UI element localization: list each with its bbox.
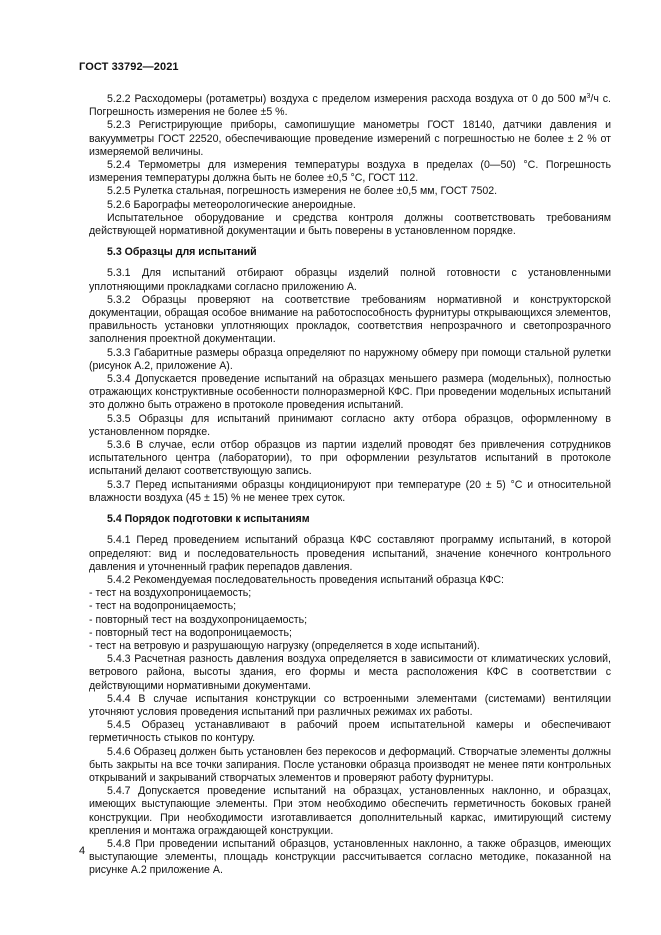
list-item: - тест на водопроницаемость; [89, 600, 237, 613]
paragraph-5-2-6: 5.2.6 Барографы метеорологические анероидные. [107, 198, 356, 211]
list-item: - тест на ветровую и разрушающую нагрузку (определяется в ходе испытаний). [89, 639, 480, 652]
paragraph-5-2-note: Испытательное оборудование и средства контроля должны соответствовать требованиям действующей нормативной документации и быть поверены в установленном порядке. [89, 211, 611, 238]
document-header-id: ГОСТ 33792—2021 [79, 61, 179, 73]
paragraph-5-3-7: 5.3.7 Перед испытаниями образцы кондиционируют при температуре (20 ± 5) °С и относительной влажности воздуха (45 ± 15) % не менее трех суток. [89, 478, 611, 504]
paragraph-5-4-2: 5.4.2 Рекомендуемая последовательность проведения испытаний образца КФС: [107, 573, 504, 586]
page-number: 4 [79, 845, 86, 857]
list-item: - тест на воздухопроницаемость; [89, 587, 252, 600]
list-item: - повторный тест на водопроницаемость; [89, 626, 292, 639]
paragraph-5-4-8: 5.4.8 При проведении испытаний образцов, установленных наклонно, а также образцов, имеющих выступающие элементы, площадь конструкции рассчитывается согласно методике, показанной на рисунке А.2 приложение А. [89, 837, 611, 877]
paragraph-5-2-2-text: 5.2.2 Расходомеры (ротаметры) воздуха с пределом измерения расхода воздуха от 0 до 500 м [107, 93, 587, 105]
paragraph-5-4-5: 5.4.5 Образец устанавливают в рабочий проем испытательной камеры и обеспечивают герметичность стыков по контуру. [89, 719, 611, 745]
paragraph-5-3-6: 5.3.6 В случае, если отбор образцов из партии изделий проводят без привлечения сотрудников испытательного центра (лаборатории), то при оформлении результатов испытаний в протоколе испытаний делают соответствующую запись. [89, 439, 611, 478]
paragraph-5-3-5: 5.3.5 Образцы для испытаний принимают согласно акту отбора образцов, оформленному в установленном порядке. [89, 412, 611, 438]
paragraph-5-3-1: 5.3.1 Для испытаний отбирают образцы изделий полной готовности с установленными уплотняющими прокладками согласно приложению А. [89, 267, 611, 293]
paragraph-5-3-3: 5.3.3 Габаритные размеры образца определяют по наружному обмеру при помощи стальной рулетки (рисунок А.2, приложение А). [89, 346, 611, 372]
document-body [89, 93, 611, 878]
section-heading-5-3: 5.3 Образцы для испытаний [107, 246, 257, 259]
paragraph-5-3-2: 5.3.2 Образцы проверяют на соответствие требованиям нормативной и конструкторской документации, обращая особое внимание на работоспособность фурнитуры открывающихся элементов, правильность установки уплотняющих прокладок, соответствия непрозрачного и светопрозрачного заполнения проектной документации. [89, 293, 611, 346]
paragraph-5-4-1: 5.4.1 Перед проведением испытаний образца КФС составляют программу испытаний, в которой определяют: вид и последовательность проведения испытаний, значение конечного контрольного давления и уточненный график перепадов давления. [89, 534, 611, 573]
paragraph-5-4-7: 5.4.7 Допускается проведение испытаний на образцах, установленных наклонно, и образцах, имеющих выступающие элементы. При этом необходимо обеспечить герметичность боковых граней конструкции. При необходимости изготавливается дополнительный каркас, имитирующий систему крепления и монтажа ограждающей конструкции. [89, 785, 611, 837]
paragraph-5-2-4: 5.2.4 Термометры для измерения температуры воздуха в пределах (0—50) °С. Погрешность измерения температуры должна быть не более ±0,5 °С, ГОСТ 112. [89, 159, 611, 185]
paragraph-5-4-6: 5.4.6 Образец должен быть установлен без перекосов и деформаций. Створчатые элементы должны быть закрыты на все точки запирания. После установки образца производят не менее пяти контрольных открываний и закрываний створчатых элементов и проверяют работу фурнитуры. [89, 745, 611, 784]
superscript-cubed: 3 [586, 93, 591, 100]
paragraph-5-3-4: 5.3.4 Допускается проведение испытаний на образцах меньшего размера (модельных), полностью отражающих конструктивные особенности полноразмерной КФС. При проведении модельных испытаний это должно быть отражено в протоколе проведения испытаний. [89, 373, 611, 412]
paragraph-5-4-4: 5.4.4 В случае испытания конструкции со встроенными элементами (системами) вентиляции уточняют условия проведения испытаний при различных режимах их работы. [89, 692, 611, 718]
list-item: - повторный тест на воздухопроницаемость; [89, 613, 308, 626]
section-heading-5-4: 5.4 Порядок подготовки к испытаниям [107, 513, 310, 526]
paragraph-5-2-2 [89, 93, 611, 119]
paragraph-5-2-5: 5.2.5 Рулетка стальная, погрешность измерения не более ±0,5 мм, ГОСТ 7502. [107, 185, 498, 198]
paragraph-5-2-3: 5.2.3 Регистрирующие приборы, самопишущие манометры ГОСТ 18140, датчики давления и вакуумметры ГОСТ 22520, обеспечивающие проведение измерений с погрешностью не более ± 2 % от измеряемой величины. [89, 119, 611, 158]
paragraph-5-4-3: 5.4.3 Расчетная разность давления воздуха определяется в зависимости от климатических условий, ветрового района, высоты здания, его формы и места расположения КФС в соответствии с действующими нормативными документами. [89, 653, 611, 692]
paragraph-5-2-2-tail: /ч с. Погрешность измерения не более ±5 %. [89, 93, 611, 119]
